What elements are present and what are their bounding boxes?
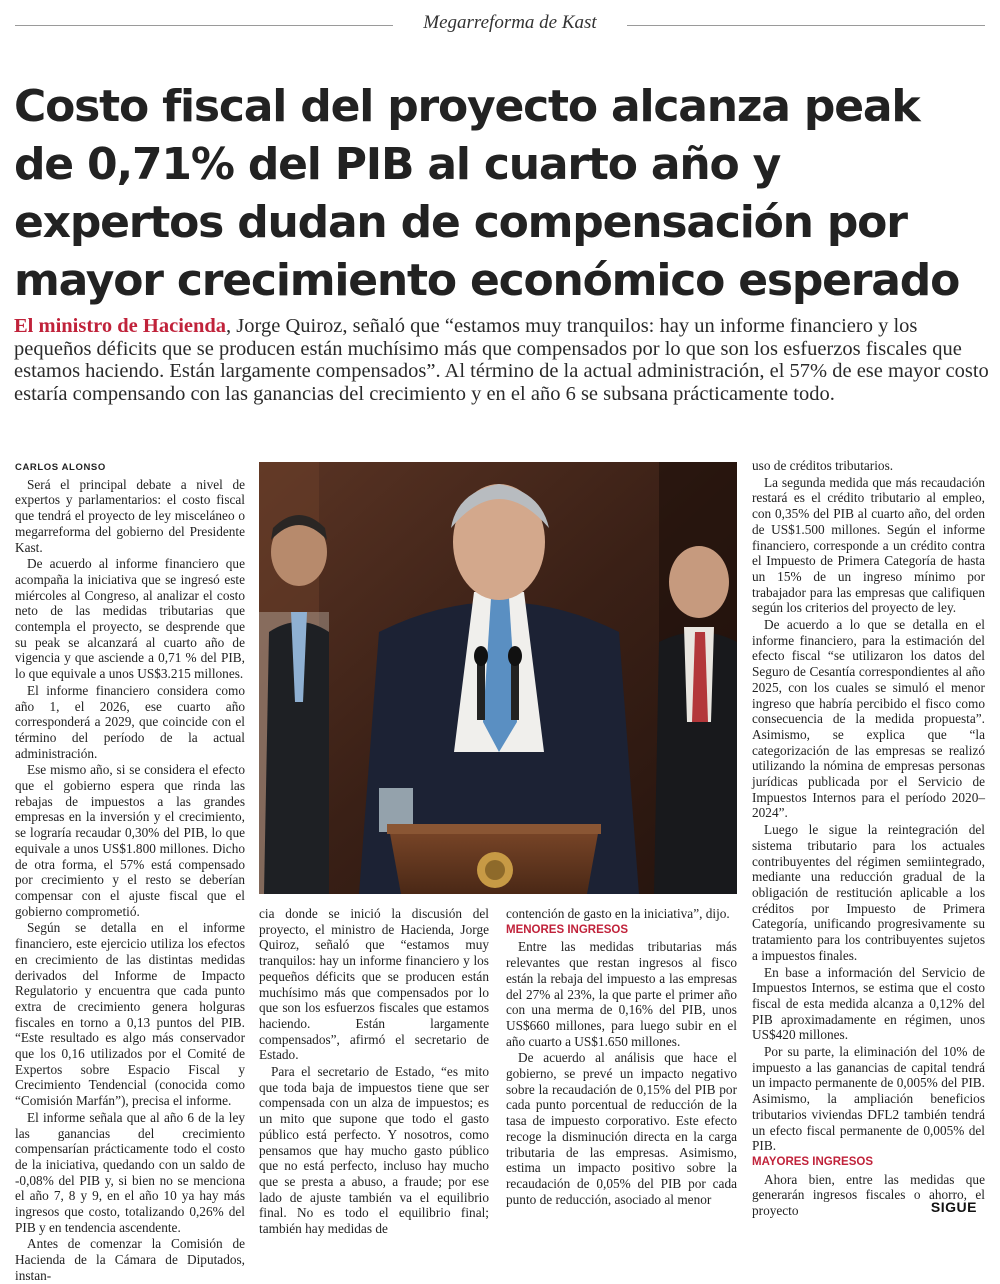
article-column-3 — [506, 906, 737, 1216]
paragraph: La segunda medida que más recaudación restará es el crédito tributario al empleo, con 0,35% del PIB al cuarto año, del orden de US$1.500 millones. Según el informe financiero, corresponde a un crédito contra el Impuesto de Primera Categoría de hasta un 15% de un ingreso mínimo por trabajador para las empresas que califiquen según los criterios del proyecto de ley. — [752, 474, 985, 616]
paragraph: En base a información del Servicio de Impuestos Internos, se estima que el costo fiscal de esta medida alcanza a 0,12% del PIB aproximadamente en régimen, unos US$420 millones. — [752, 964, 985, 1043]
byline: CARLOS ALONSO — [15, 462, 106, 473]
paragraph: Antes de comenzar la Comisión de Hacienda de la Cámara de Diputados, instan- — [15, 1236, 245, 1283]
subhead-mayores-ingresos: MAYORES INGRESOS — [752, 1155, 873, 1168]
continues-label: SIGUE — [930, 1199, 977, 1215]
paragraph: Por su parte, la eliminación del 10% de impuesto a las ganancias de capital tendrá un impacto permanente de 0,005% del PIB. Asimismo, la ampliación beneficios tributarios viviendas DFL2 también tendrá un efecto fiscal permanente de 0,005% del PIB. — [752, 1044, 985, 1154]
article-column-1 — [15, 460, 245, 1283]
paragraph: De acuerdo a lo que se detalla en el informe financiero, para la estimación del efecto fiscal “se utilizaron los datos del Seguro de Cesantía correspondientes al año 2025, con los cuales se simuló el menor ingreso que habría percibido el fisco como consecuencia de la medida propuesta”. Asimismo, se explica que “la categorización de las empresas se realizó utilizando la nómina de empresas personas jurídicas publicada por el Servicio de Impuestos Internos para el período 2020–2024”. — [752, 617, 985, 821]
paragraph: Ese mismo año, si se considera el efecto que el gobierno espera que rinda las rebajas de impuestos a las grandes empresas en la inversión y el crecimiento, se lograría recaudar 0,30% del PIB, lo que equivale a unos US$1.800 millones. Dicho de otra forma, el 57% está compensado por crecimiento y el resto se deberían compensar con el ajuste fiscal que el gobierno comprometió. — [15, 762, 245, 919]
section-header — [15, 8, 985, 38]
paragraph: Entre las medidas tributarias más relevantes que restan ingresos al fisco están la rebaja del impuesto a las empresas del 27% al 23%, la que parte el primer año con una merma de 0,16% del PIB, unos US$660 millones, para luego subir en el año cuarto a US$1.650 millones. — [506, 939, 737, 1049]
paragraph: De acuerdo al análisis que hace el gobierno, se prevé un impacto negativo sobre la recaudación de 0,15% del PIB por cada punto porcentual de reducción de la tasa de impuesto corporativo. Este efecto recoge la disminución directa en la carga tributaria de las empresas. Asimismo, estima un impacto positivo sobre la recaudación de 0,05% del PIB por cada punto de reducción, asociado al menor — [506, 1050, 737, 1207]
lede-kicker: El ministro de Hacienda — [14, 315, 227, 337]
section-rule-left — [15, 25, 393, 26]
section-label: Megarreforma de Kast — [423, 12, 597, 33]
paragraph: El informe señala que al año 6 de la ley las ganancias del crecimiento compensarían prácticamente todo el costo de la iniciativa, quedando con un saldo de -0,08% del PIB y, si bien no se menciona el año 7, 8 y 9, en el año 10 ya hay más ingresos que costo, totalizando 0,26% del PIB y en tendencia ascendente. — [15, 1109, 245, 1235]
paragraph: De acuerdo al informe financiero que acompaña la iniciativa que se ingresó este miércoles al Congreso, al analizar el costo neto de las medidas tributarias que contempla el proyecto, se desprende que su peak se alcanzará al cuarto año de vigencia y que asciende a 0,71 % del PIB, lo que equivale a unos US$3.215 millones. — [15, 556, 245, 682]
paragraph: cia donde se inició la discusión del proyecto, el ministro de Hacienda, Jorge Quiroz, señaló que “estamos muy tranquilos: hay un informe financiero y los pequeños déficits que se producen están muchísimo más que compensados por lo que son los esfuerzos fiscales que estamos haciendo. Están largamente compensados”, afirmó el secretario de Estado. — [259, 906, 489, 1063]
section-rule-right — [627, 25, 985, 26]
lede-text: , Jorge Quiroz, señaló que “estamos muy tranquilos: hay un informe financiero y los pequeños déficits que se producen están muchísimo más que compensados por lo que son los esfuerzos fiscales que estamos haciendo. Están largamente compensados”. Al término de la actual administración, el 57% de ese mayor costo estaría compensando con las ganancias del crecimiento y en el año 6 se subsana prácticamente todo. — [14, 315, 989, 405]
article-column-4 — [752, 458, 985, 1219]
paragraph: Luego le sigue la reintegración del sistema tributario para los actuales contribuyentes del régimen semiintegrado, mediante una reducción gradual de la obligación de restitución aplicable a los créditos por Impuesto de Primera Categoría, unificando progresivamente su tratamiento para los contribuyentes sujetos a impuestos finales. — [752, 822, 985, 963]
paragraph: Ahora bien, entre las medidas que generarán ingresos fiscales o ahorro, el proyecto — [752, 1171, 985, 1219]
news-photo — [259, 462, 737, 894]
subhead-menores-ingresos: MENORES INGRESOS — [506, 923, 629, 936]
paragraph: Será el principal debate a nivel de expertos y parlamentarios: el costo fiscal que tendrá el proyecto de ley misceláneo o megarreforma del gobierno del Presidente Kast. — [15, 476, 245, 555]
paragraph: uso de créditos tributarios. — [752, 458, 894, 473]
lede — [14, 315, 989, 405]
article-column-2 — [259, 906, 489, 1237]
paragraph: El informe financiero considera como año 1, el 2026, ese cuarto año corresponderá a 2029, que coincide con el término del período de la actual administración. — [15, 682, 245, 761]
paragraph: contención de gasto en la iniciativa”, dijo. — [506, 906, 730, 921]
paragraph: Según se detalla en el informe financiero, este ejercicio utiliza los efectos en crecimiento de las distintas medidas derivados del Informe de Impacto Regulatorio y encuentra que cada punto extra de crecimiento genera holguras fiscales en torno a 0,13 puntos del PIB. “Este resultado es algo más conservador que los 0,16 utilizados por el Comité de Expertos sobre Espacio Fiscal y Crecimiento Tendencial (conocida como “Comisión Marfán”), precisa el informe. — [15, 920, 245, 1109]
paragraph: Para el secretario de Estado, “es mito que toda baja de impuestos tiene que ser compensada con un alza de impuestos; es un mito que supone que todo el gasto público está perfecto. Y nosotros, como pensamos que hay mucho gasto público que no está perfecto, incluso hay mucho que se presta a abuso, a fraude; por ese lado de ajuste también va el equilibrio final. No es todo el equilibrio final; también hay medidas de — [259, 1064, 489, 1237]
headline: Costo fiscal del proyecto alcanza peak de 0,71% del PIB al cuarto año y expertos dudan de compensación por mayor crecimiento económico esperado — [14, 81, 960, 306]
